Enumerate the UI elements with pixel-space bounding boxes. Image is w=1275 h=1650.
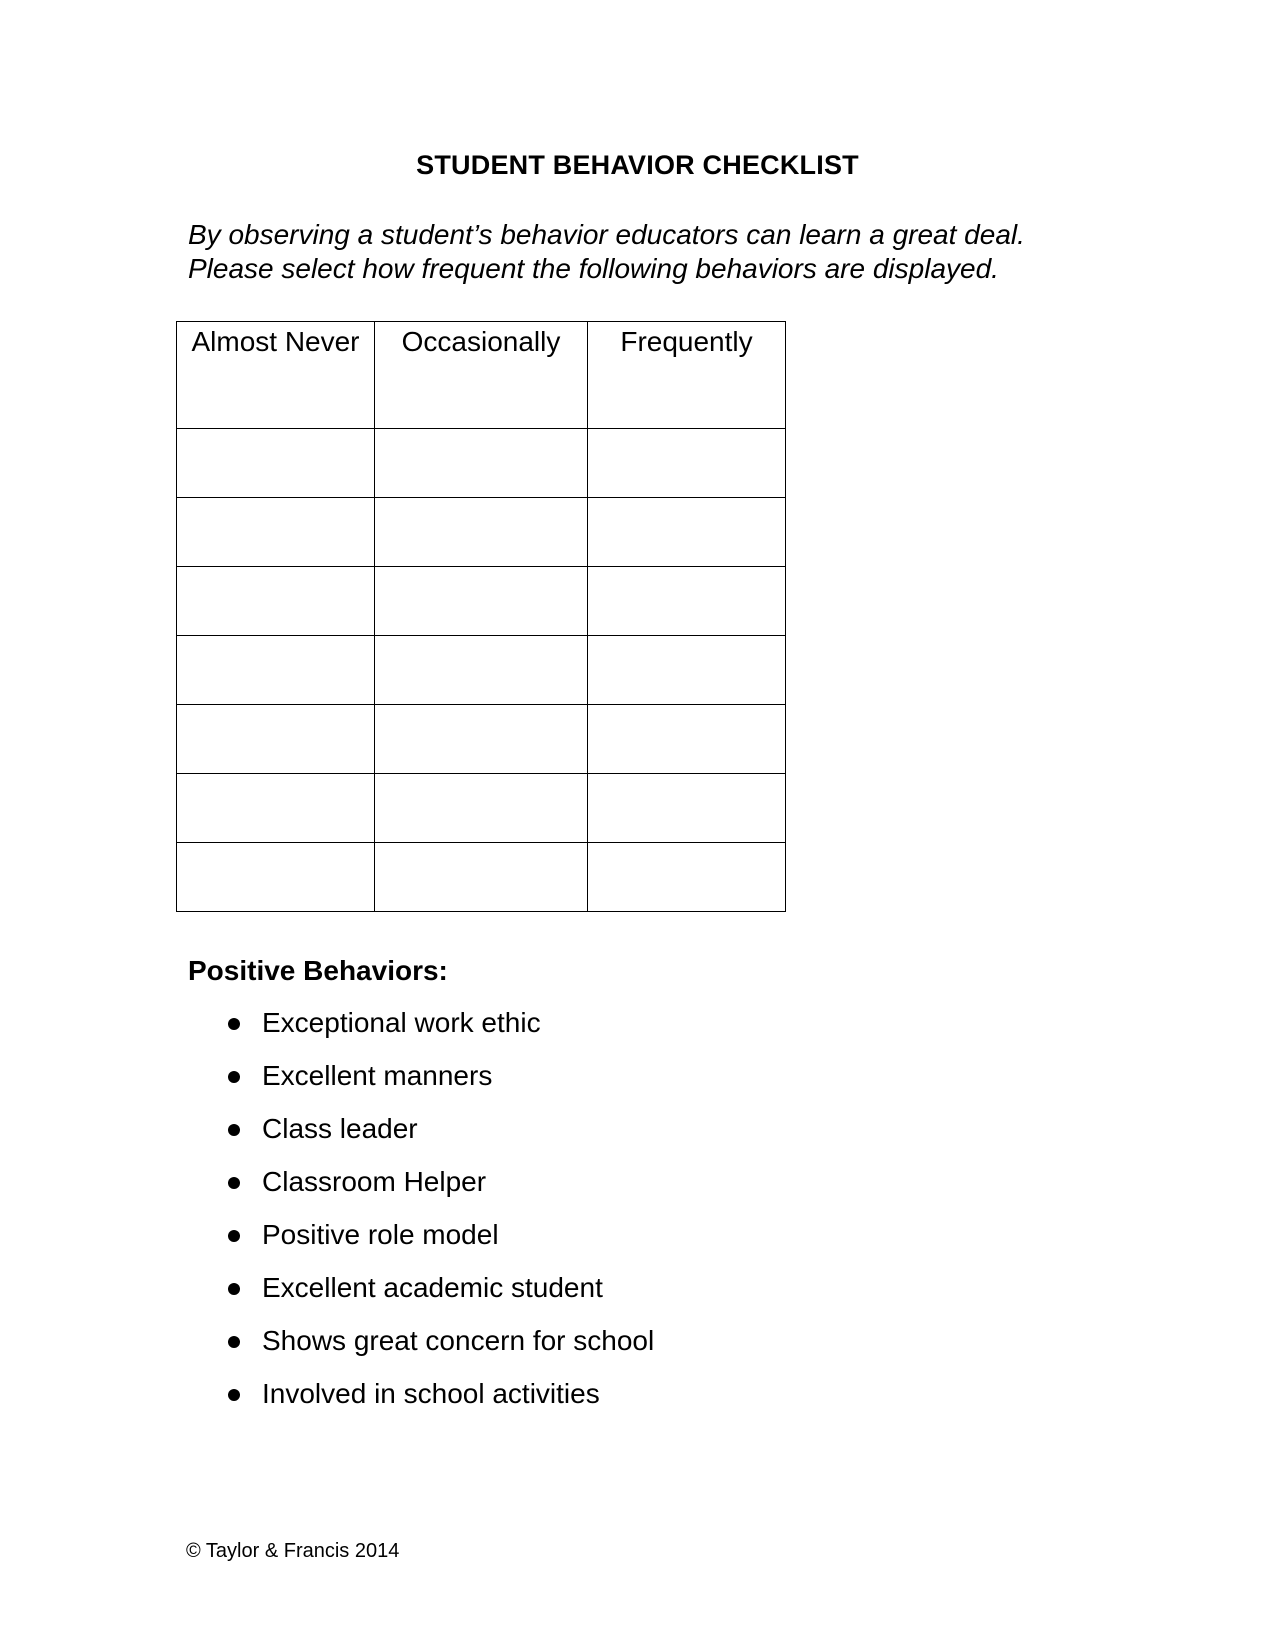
table-cell[interactable] <box>588 774 786 843</box>
table-cell[interactable] <box>177 774 375 843</box>
bullet-icon <box>228 1124 240 1136</box>
table-cell[interactable] <box>588 498 786 567</box>
list-item-label: Positive role model <box>262 1219 499 1250</box>
table-cell[interactable] <box>177 843 375 912</box>
bullet-icon <box>228 1336 240 1348</box>
table-cell[interactable] <box>375 567 588 636</box>
bullet-icon <box>228 1177 240 1189</box>
list-item <box>0 1059 654 1112</box>
table-row <box>177 774 786 843</box>
table-row <box>177 498 786 567</box>
table-row <box>177 843 786 912</box>
header-almost-never: Almost Never <box>177 322 375 429</box>
table-cell[interactable] <box>375 636 588 705</box>
table-cell[interactable] <box>588 705 786 774</box>
bullet-icon <box>228 1071 240 1083</box>
list-item <box>0 1165 654 1218</box>
list-item <box>0 1006 654 1059</box>
list-item-label: Classroom Helper <box>262 1166 487 1197</box>
table-cell[interactable] <box>375 774 588 843</box>
positive-behaviors-list <box>0 1006 654 1430</box>
table-cell[interactable] <box>588 636 786 705</box>
list-item-label: Involved in school activities <box>262 1378 600 1409</box>
table-cell[interactable] <box>588 429 786 498</box>
table-cell[interactable] <box>177 636 375 705</box>
list-item-label: Excellent academic student <box>262 1272 603 1303</box>
frequency-table <box>176 321 786 912</box>
list-item-label: Excellent manners <box>262 1060 493 1091</box>
table-header-row <box>177 322 786 429</box>
table-cell[interactable] <box>375 705 588 774</box>
table-cell[interactable] <box>375 429 588 498</box>
bullet-icon <box>228 1389 240 1401</box>
table-row <box>177 429 786 498</box>
list-item <box>0 1218 654 1271</box>
table-row <box>177 567 786 636</box>
intro-paragraph <box>188 218 1188 286</box>
positive-behaviors-heading: Positive Behaviors: <box>188 955 448 986</box>
intro-line-2: Please select how frequent the following behaviors are displayed. <box>188 253 999 284</box>
table-cell[interactable] <box>177 567 375 636</box>
bullet-icon <box>228 1283 240 1295</box>
table-cell[interactable] <box>177 498 375 567</box>
header-occasionally: Occasionally <box>375 322 588 429</box>
table-cell[interactable] <box>588 567 786 636</box>
table-cell[interactable] <box>177 705 375 774</box>
bullet-icon <box>228 1230 240 1242</box>
table-row <box>177 636 786 705</box>
list-item-label: Shows great concern for school <box>262 1325 655 1356</box>
table-cell[interactable] <box>375 498 588 567</box>
copyright-footer: © Taylor & Francis 2014 <box>186 1540 400 1562</box>
list-item <box>0 1112 654 1165</box>
list-item-label: Class leader <box>262 1113 418 1144</box>
list-item <box>0 1324 654 1377</box>
intro-line-1: By observing a student’s behavior educators can learn a great deal. <box>188 219 1025 250</box>
table-cell[interactable] <box>375 843 588 912</box>
table-cell[interactable] <box>588 843 786 912</box>
page-title: STUDENT BEHAVIOR CHECKLIST <box>416 150 859 180</box>
table-cell[interactable] <box>177 429 375 498</box>
list-item-label: Exceptional work ethic <box>262 1007 541 1038</box>
list-item <box>0 1377 654 1430</box>
bullet-icon <box>228 1018 240 1030</box>
list-item <box>0 1271 654 1324</box>
header-frequently: Frequently <box>588 322 786 429</box>
table-row <box>177 705 786 774</box>
